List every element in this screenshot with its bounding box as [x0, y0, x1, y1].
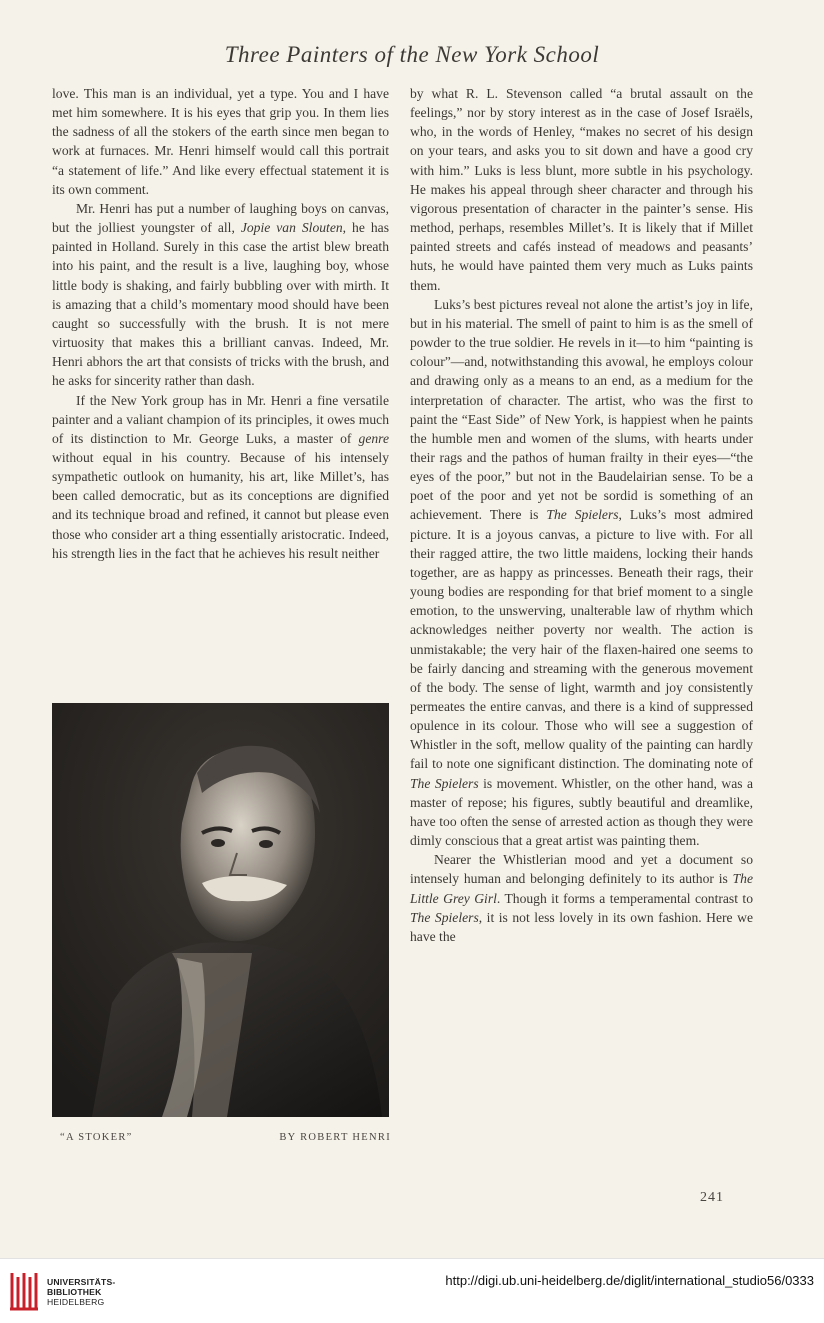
artwork-title: The Spielers — [410, 909, 479, 925]
stoker-portrait-image — [52, 703, 389, 1117]
running-title: Three Painters of the New York School — [224, 42, 600, 67]
figure-caption-title: “A STOKER” — [60, 1132, 133, 1143]
left-paragraph-2: Mr. Henri has put a number of laughing boys on canvas, but the jolliest youngster of all, Jopie van Slouten, he has painted in Holland. Surely in this case the artist blew breath into his paint, and the result is a live, laughing boy, whose little body is shaking, and fairly bubbling over with mirth. It is amazing that a child’s momentary mood should have been caught so successfully with the brush. It is not mere virtuosity that makes this a brilliant canvas. Indeed, Mr. Henri abhors the art that consists of tricks with the brush, and he asks for sincerity rather than dash. — [52, 200, 389, 389]
page-number: 241 — [700, 1190, 724, 1205]
digitization-footer — [0, 1258, 824, 1323]
left-paragraph-1: love. This man is an individual, yet a type. You and I have met him somewhere. It is his eyes that grip you. In them lies the sadness of all the stokers of the earth since men began to work at furnaces. Mr. Henri himself would call this portrait “a statement of life.” And like every effectual statement it is its own comment. — [52, 86, 389, 197]
right-paragraph-1: by what R. L. Stevenson called “a brutal assault on the feelings,” nor by story interest as in the case of Josef Israëls, who, in the words of Henley, “makes no secret of his design on your tears, and asks you to sit down and have a good cry with him.” Luks is less blunt, more subtle in his psychology. He makes his appeal through sheer character and through his vigorous presentation of character in the painter’s sense. His method, perhaps, resembles Millet’s. It is likely that if Millet painted streets and cafés instead of meadows and peasants’ huts, he would have painted them very much as Luks paints them. — [410, 86, 753, 293]
right-column — [410, 84, 753, 946]
right-paragraph-2: Luks’s best pictures reveal not alone the artist’s joy in life, but in his material. The smell of paint to him is as the smell of powder to the true soldier. He revels in it—to him “painting is colour”—and, notwithstanding this avowal, he employs colour and drawing only as a means to an end, as a medium for the interpretation of character. The artist, who was the first to paint the “East Side” of New York, is happiest when he paints the humble men and women of the slums, with hearts under their rags and the pathos of human frailty in their eyes—“the eyes of the poor,” but not in the Baudelairian sense. To be a poet of the poor and yet not be sordid is something of an achievement. There is The Spielers, Luks’s most admired picture. It is a joyous canvas, a picture to live with. For all their ragged attire, the two little maidens, locking their hands together, are as happy as princesses. Beneath their rags, their young bodies are responding for that brief moment to a single emotion, to the unswerving, unalterable law of rhythm which acknowledges neither poverty nor wealth. The action is unmistakable; the very hair of the flaxen-haired one seems to be fairly dancing and streaming with the generous movement of the body. The sense of light, warmth and joy consistently permeates the entire canvas, and there is a kind of suppressed opulence in its colour. Those who will see a suggestion of Whistler in the soft, mellow quality of the painting can hardly fail to note one significant distinction. The dominating note of The Spielers is movement. Whistler, on the other hand, was a master of repose; his figures, subtly beautiful and dreamlike, have too often the sense of arrested action as though they were dimly conscious that a great artist was painting them. — [410, 296, 753, 849]
artwork-title: The Little Grey Girl — [410, 871, 753, 906]
source-url-link[interactable]: http://digi.ub.uni-heidelberg.de/diglit/international_studio56/0333 — [445, 1273, 814, 1288]
right-paragraph-3: Nearer the Whistlerian mood and yet a document so intensely human and belonging definitely to its author is The Little Grey Girl. Though it forms a temperamental contrast to The Spielers, it is not less lovely in its own fashion. Here we have the — [410, 852, 753, 944]
artwork-title: Jopie van Slouten — [240, 220, 343, 236]
library-name[interactable]: UNIVERSITÄTS- BIBLIOTHEK HEIDELBERG — [47, 1277, 116, 1307]
figure-caption-credit: BY ROBERT HENRI — [279, 1132, 391, 1143]
left-column — [52, 84, 389, 563]
university-library-logo-icon[interactable] — [8, 1269, 40, 1313]
italic-term: genre — [358, 430, 389, 446]
left-paragraph-3: If the New York group has in Mr. Henri a fine versatile painter and a valiant champion of its principles, it owes much of its distinction to Mr. George Luks, a master of genre without equal in his country. Because of his intensely sympathetic outlook on humanity, his art, like Millet’s, has been called democratic, but as its conceptions are dignified and its technique broad and refined, it cannot but please even those who consider art a thing essentially aristocratic. Indeed, his strength lies in the fact that he achieves his result neither — [52, 392, 389, 561]
portrait-illustration — [52, 703, 389, 1117]
artwork-title: The Spielers — [546, 507, 619, 523]
artwork-title: The Spielers — [410, 775, 479, 791]
